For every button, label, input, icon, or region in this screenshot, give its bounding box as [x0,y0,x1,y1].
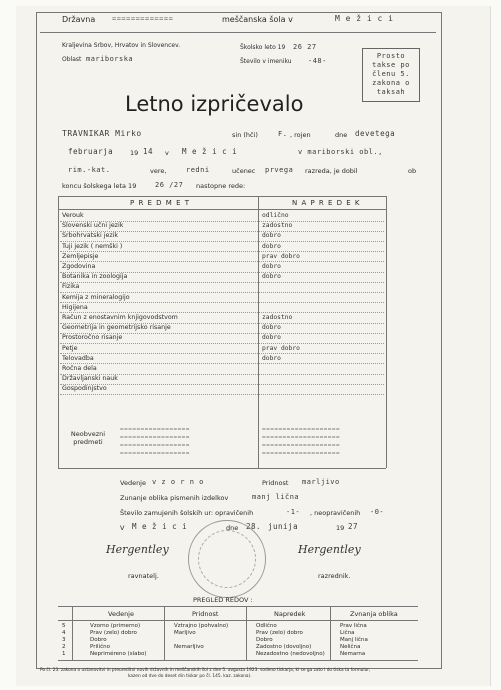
school-year-value: 26 27 [293,43,317,51]
subject-name: Državljanski nauk [62,375,118,383]
legend-oblika-item: Nelična [340,644,361,650]
subject-grade: dobro [262,232,281,240]
class-label: razreda, je dobil [305,167,358,175]
birthplace: M e ž i c i [182,147,238,156]
subject-name: Petje [62,344,78,352]
school-blank-1: ============= [112,15,174,23]
subject-name: Srbohrvatski jezik [62,232,119,240]
place-value: M e ž i c i [132,522,188,531]
subject-grade: prav dobro [262,252,300,260]
legend-oblika-item: Lična [340,630,355,636]
missed-excused: -1- [286,508,301,516]
footer-line-1: Po čl. 23. zakona o ustanovitvi in preureditvi novih državnih in meščanskih šol z dne 5. avgusta 1923. sodeno tiskarja, ki se ga zato i do tiska ta formular, [40,668,371,673]
subject-grade: dobro [262,354,281,362]
subject-name: Kemija z mineralogijo [62,293,130,301]
subject-grade: odlično [262,212,289,219]
legend-vedenje-item: Nepriméreno (slabo) [90,651,147,657]
birth-month: februarja [68,147,114,156]
principal-role: ravnatelj. [128,572,159,580]
sin-label: sin (hči) [232,131,258,139]
optional-subjects-text: Neobvezni predmeti [70,430,106,446]
legend-napredek-item: Nezadostno (nedovoljno) [256,651,325,657]
date-year: 27 [348,522,359,531]
end-year-value: 26 /27 [155,181,184,189]
subject-name: Geometrija in geometrijsko risanje [62,324,171,332]
register-label: Število v imeniku [240,58,292,65]
legend-numbers-item: 5 [62,623,66,629]
student-name: TRAVNIKAR Mirko [62,129,142,138]
legend-vedenje-item: Dobro [90,637,107,643]
legend-numbers-item: 2 [62,644,66,650]
zunanje-label: Zunanje oblika pismenih izdelkov [120,494,229,502]
table-left-rule [58,196,59,468]
legend-numbers-item: 4 [62,630,66,636]
pridnost-label: Pridnost [262,479,289,487]
row-dotted-rule [60,343,384,344]
district: v mariborski obl., [298,148,383,156]
subject-grade: zadostno [262,222,293,230]
born-label: , rojen [290,131,311,139]
school-seal-inner [198,530,256,588]
subject-grade: dobro [262,324,281,332]
legend-vedenje-item: Vzorno (primerno) [90,623,141,629]
legend-rule-1 [72,606,73,660]
row-dotted-rule [60,394,384,395]
subject-grade: prav dobro [262,344,300,352]
legend-pridnost-item: Marljivo [174,630,196,636]
subject-grade: dobro [262,242,281,250]
neopr-label: , neopravičenih [310,509,361,517]
birth-day: devetega [355,129,396,138]
class-value: prvega [265,166,294,174]
register-value: -48- [308,57,327,65]
dne-label: dne [226,524,239,532]
date-day: 28. [246,522,262,531]
row-dotted-rule [60,384,384,385]
teacher-role: razrednik. [318,572,351,580]
status-label: učenec [232,167,256,175]
row-dotted-rule [60,282,384,283]
legend-napredek-item: Odlično [256,623,277,629]
subject-grade: dobro [262,263,281,270]
table-header-rule [58,209,386,210]
grades-intro: nastopne rede: [196,182,246,190]
legend-header-napredek: Napredek [274,610,306,618]
col-subject-header: P R E D M E T [130,199,190,207]
legend-header-pridnost: Pridnost [192,610,219,618]
vedenje-label: Vedenje [120,479,146,487]
footer-line-2: kazen od dve do deset din tiskar po čl. 145. kaz. zakona). [128,674,252,679]
legend-rule-3 [246,606,247,660]
pridnost-value: marljivo [302,478,340,486]
oblast-value: mariborska [86,55,134,63]
optional-subjects-label [68,430,108,446]
school-type-label: meščanska šola v [222,15,293,24]
legend-top-rule [58,606,418,607]
table-bottom-rule [58,468,386,469]
drzavna-label: Državna [62,15,96,24]
legend-rule-2 [164,606,165,660]
optional-grade-blanks: =================== =================== =================== =================== [262,426,341,457]
birth-year-prefix: 19 [130,149,139,157]
legend-napredek-item: Prav (zelo) dobro [256,630,303,636]
birth-year: 14 [143,147,154,156]
table-right-rule [386,196,387,468]
oblast-label: Oblast [62,56,82,63]
col-grade-header: N A P R E D E K [292,199,361,207]
date-month: junija [268,522,299,531]
ob-label: ob [408,167,417,175]
legend-title: PREGLED REDOV : [193,596,253,604]
zunanje-value: manj lična [252,493,300,501]
legend-napredek-item: Zadostno (dovoljno) [256,644,312,650]
legend-oblika-item: Prav lična [340,623,367,629]
kingdom-label: Kraljevina Srbov, Hrvatov in Slovencev. [62,42,181,49]
subject-name: Botanika in zoologija [62,273,128,281]
subject-name: Prostoročno risanje [62,334,123,342]
table-top-rule [58,196,386,197]
legend-oblika-item: Manj lična [340,637,368,643]
father-initial: F. [278,130,288,138]
row-dotted-rule [60,353,384,354]
principal-signature: Hergentley [106,543,169,556]
subject-name: Fizika [62,283,80,291]
subject-name: Tuji jezik ( nemški ) [62,242,123,250]
subject-name: Zemljepisje [62,252,99,260]
legend-rule-4 [330,606,331,660]
vedenje-value: v z o r n o [152,478,204,486]
subject-name: Telovadba [62,354,94,362]
legend-vedenje-item: Prilično [90,644,110,650]
subject-grade: dobro [262,273,281,281]
legend-vedenje-item: Prav (zelo) dobro [90,630,137,636]
subject-grade: zadostno [262,314,293,321]
optional-blanks: ================= ================= ================= ================= [120,426,190,457]
row-dotted-rule [60,261,384,262]
legend-pridnost-item: Vztrajno (pohvalno) [174,623,229,629]
v-label: V [120,524,125,532]
teacher-signature: Hergentley [298,543,361,556]
in-label: v [165,149,169,157]
subject-name: Ročna dela [62,365,97,372]
legend-napredek-item: Dobro [256,637,273,643]
legend-numbers-item: 3 [62,637,66,643]
date-year-prefix: 19 [336,524,345,532]
legend-pridnost-item: Nemarljivo [174,644,204,650]
subject-name: Račun z enostavnim knjigovodstvom [62,314,178,321]
subject-grade: dobro [262,334,281,342]
missed-label: Število zamujenih šolskih ur: opravičenih [120,509,254,517]
religion-label: vere, [150,167,167,175]
subject-name: Higijena [62,303,88,311]
missed-unexcused: -0- [370,508,385,516]
legend-oblika-item: Nemarna [340,651,366,657]
subject-name: Slovenski učni jezik [62,222,124,230]
subject-name: Zgodovina [62,263,96,270]
school-year-label: Školsko leto 19 [240,44,286,51]
school-place: M e ž i c i [335,14,394,23]
subject-name: Verouk [62,212,84,219]
tax-exempt-stamp: Prosto takse po členu 5. zakona o taksah [362,48,420,102]
legend-bottom-rule [58,660,418,661]
legend-header-vedenje: Vedenje [108,610,134,618]
legend-header-oblika: Zvnanja oblika [350,610,398,618]
end-year-label: koncu šolskega leta 19 [62,182,137,190]
day-label: dne [335,131,348,139]
document-title: Letno izpričevalo [125,92,304,116]
row-dotted-rule [60,251,384,252]
legend-header-rule [58,620,418,621]
legend-numbers-item: 1 [62,651,66,657]
subject-name: Gospodinjstvo [62,385,107,393]
header-rule [40,32,436,33]
religion: rim.-kat. [68,166,111,174]
row-dotted-rule [60,363,384,364]
row-dotted-rule [60,302,384,303]
student-status: redni [186,166,210,174]
